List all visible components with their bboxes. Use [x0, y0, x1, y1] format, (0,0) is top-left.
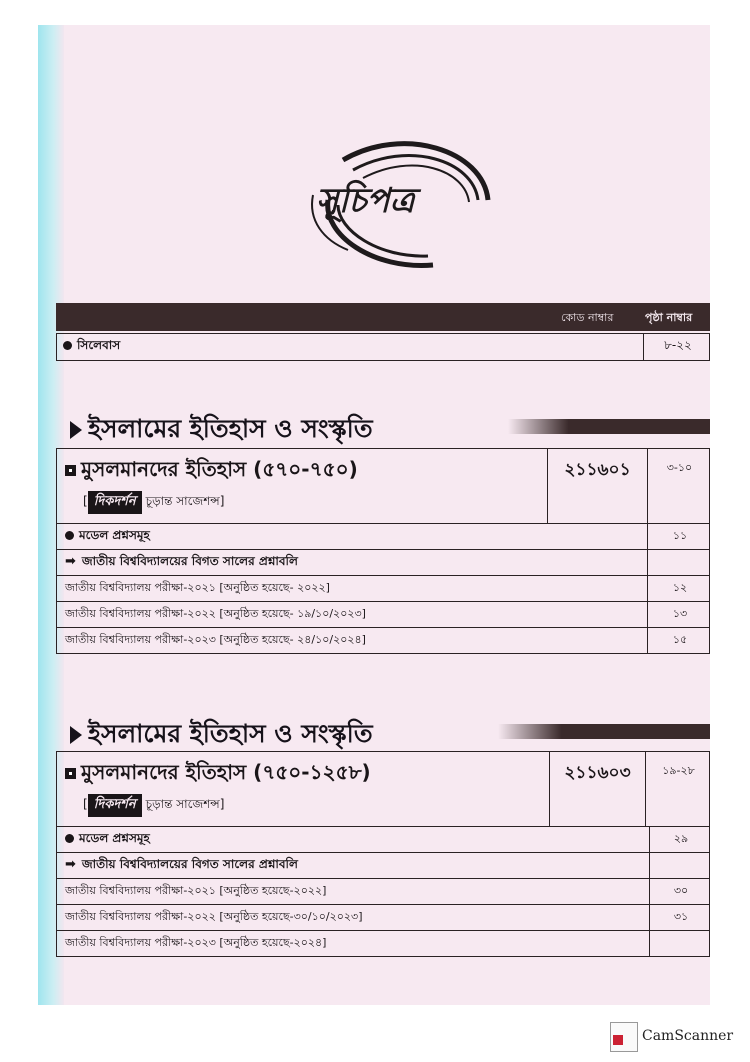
chapter-title: মুসলমানদের ইতিহাস (৫৭০-৭৫০)	[81, 457, 358, 481]
past-questions-row: ➡ জাতীয় বিশ্ববিদ্যালয়ের বিগত সালের প্রশ্নাবলি	[56, 550, 710, 576]
model-questions-row: মডেল প্রশ্নসমূহ ২৯	[56, 827, 710, 853]
exam-row: জাতীয় বিশ্ববিদ্যালয় পরীক্ষা-২০২৩ [অনুষ্ঠিত হয়েছে-২০২৪]	[56, 931, 710, 957]
chapter-title: মুসলমানদের ইতিহাস (৭৫০-১২৫৮)	[81, 760, 371, 784]
exam-row: জাতীয় বিশ্ববিদ্যালয় পরীক্ষা-২০২২ [অনুষ্ঠিত হয়েছে-৩০/১০/২০২৩] ৩১	[56, 905, 710, 931]
square-bullet-icon	[65, 768, 76, 779]
page-column-header: পৃষ্ঠা নাম্বার	[645, 311, 693, 324]
chapter-pages: ৩-১০	[647, 449, 710, 523]
page-title: সূচিপত্র	[316, 181, 415, 221]
syllabus-label: সিলেবাস	[77, 338, 121, 352]
model-questions-row: মডেল প্রশ্নসমূহ ১১	[56, 524, 710, 550]
course-code: ২১১৬০১	[547, 449, 647, 523]
exam-row: জাতীয় বিশ্ববিদ্যালয় পরীক্ষা-২০২১ [অনুষ্ঠিত হয়েছে- ২০২২] ১২	[56, 576, 710, 602]
syllabus-pages: ৮-২২	[643, 334, 710, 360]
course-code: ২১১৬০৩	[549, 752, 645, 826]
bullet-icon	[63, 341, 72, 350]
heading-stripe	[508, 419, 710, 434]
arrow-right-icon: ➡	[65, 856, 76, 872]
chapter-pages: ১৯-২৮	[645, 752, 710, 826]
triangle-icon	[70, 421, 82, 439]
code-column-header: কোড নাম্বার	[561, 311, 614, 324]
camscanner-watermark	[610, 1022, 740, 1052]
exam-row: জাতীয় বিশ্ববিদ্যালয় পরীক্ষা-২০২৩ [অনুষ্ঠিত হয়েছে- ২৪/১০/২০২৪] ১৫	[56, 628, 710, 654]
triangle-icon	[70, 726, 82, 744]
section-heading: ইসলামের ইতিহাস ও সংস্কৃতি	[70, 714, 373, 757]
section-heading: ইসলামের ইতিহাস ও সংস্কৃতি	[70, 409, 373, 452]
suggestion-line: [ দিকদর্শন চূড়ান্ত সাজেশন্স]	[83, 491, 224, 514]
camscanner-text: CamScanner	[642, 1028, 734, 1044]
heading-stripe	[498, 724, 710, 739]
exam-row: জাতীয় বিশ্ববিদ্যালয় পরীক্ষা-২০২২ [অনুষ্ঠিত হয়েছে- ১৯/১০/২০২৩] ১৩	[56, 602, 710, 628]
scanned-page	[38, 25, 710, 1005]
arrow-right-icon: ➡	[65, 553, 76, 569]
past-questions-row: ➡ জাতীয় বিশ্ববিদ্যালয়ের বিগত সালের প্রশ্নাবলি	[56, 853, 710, 879]
bullet-icon	[65, 834, 74, 843]
camscanner-logo-icon	[610, 1022, 638, 1052]
bullet-icon	[65, 531, 74, 540]
square-bullet-icon	[65, 465, 76, 476]
table-header	[56, 303, 710, 331]
exam-row: জাতীয় বিশ্ববিদ্যালয় পরীক্ষা-২০২১ [অনুষ্ঠিত হয়েছে-২০২২] ৩০	[56, 879, 710, 905]
chapter-row	[56, 448, 710, 524]
brand-badge: দিকদর্শন	[88, 491, 142, 514]
suggestion-line: [ দিকদর্শন চূড়ান্ত সাজেশন্স]	[83, 794, 224, 817]
brand-badge: দিকদর্শন	[88, 794, 142, 817]
syllabus-row	[56, 333, 710, 361]
chapter-row	[56, 751, 710, 827]
